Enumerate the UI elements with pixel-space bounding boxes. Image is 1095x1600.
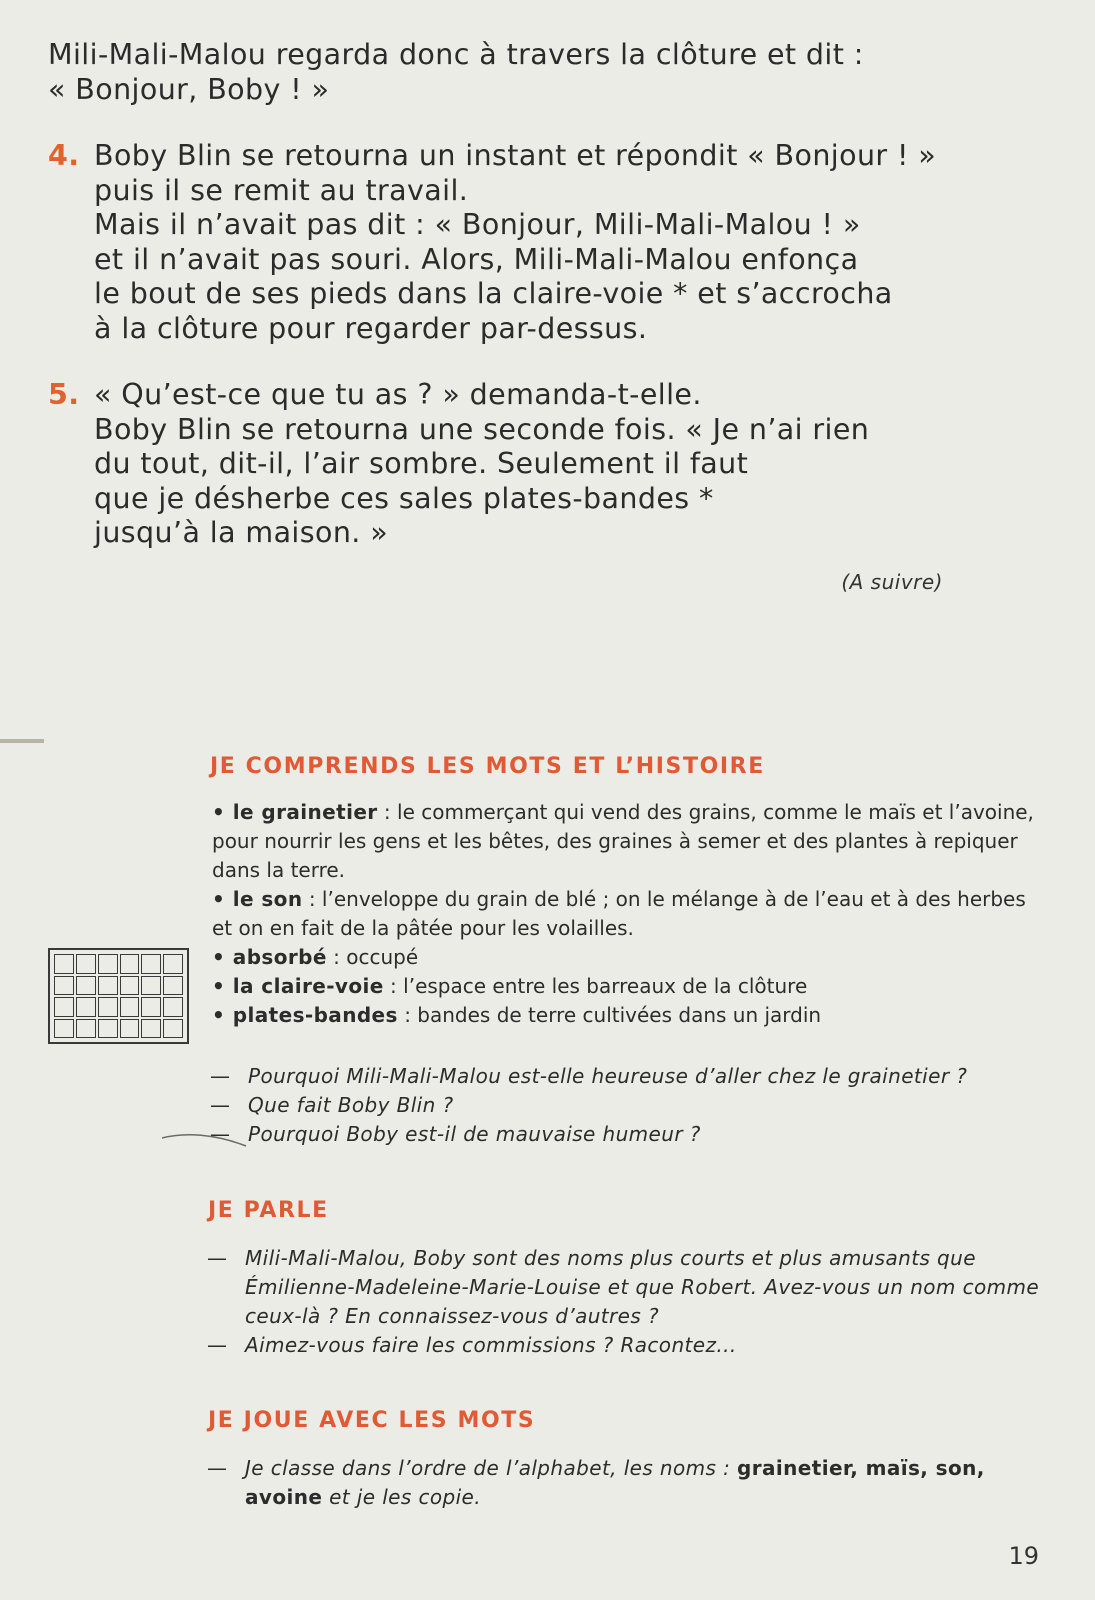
glossary-definition: le commerçant qui vend des grains, comme le maïs et l’avoine, pour nourrir les gens et les bêtes, des graines à semer et des plantes à repiquer dans la terre. <box>212 800 1034 882</box>
glossary-definition: l’espace entre les barreaux de la clôture <box>403 974 808 998</box>
glossary <box>212 798 1052 1030</box>
glossary-definition: l’enveloppe du grain de blé ; on le mélange à de l’eau et à des herbes et on en fait de la pâtée pour les volailles. <box>212 887 1026 940</box>
bullet-icon: • <box>212 945 225 969</box>
question-item <box>210 1091 1060 1120</box>
glossary-separator: : <box>397 1003 418 1027</box>
story-line: Mais il n’avait pas dit : « Bonjour, Mili-Mali-Malou ! » <box>94 208 861 241</box>
word-play-item <box>207 1454 1047 1512</box>
story-line: « Bonjour, Boby ! » <box>48 72 330 106</box>
glossary-term: le grainetier <box>232 800 378 824</box>
story-line: à la clôture pour regarder par-dessus. <box>94 311 648 345</box>
speaking-text: Mili-Mali-Malou, Boby sont des noms plus courts et plus amusants que Émilienne-Madeleine-Marie-Louise et que Robert. Avez-vous un nom comme ceux-là ? En connaissez-vous d’autres ? <box>245 1246 1040 1328</box>
story-line: Boby Blin se retourna un instant et répondit « Bonjour ! » <box>94 139 937 172</box>
dash-icon: — <box>210 1093 231 1117</box>
word-play-items <box>207 1454 1047 1512</box>
glossary-entry <box>212 885 1052 943</box>
glossary-term: le son <box>232 887 303 911</box>
dash-icon: — <box>207 1246 228 1270</box>
story-line: jusqu’à la maison. » <box>94 516 389 549</box>
story-paragraph-4 <box>48 139 988 346</box>
fence-icon <box>48 948 189 1044</box>
glossary-term: plates-bandes <box>232 1003 398 1027</box>
glossary-entry <box>212 972 1052 1001</box>
comprehension-questions <box>210 1062 1060 1149</box>
speaking-title: JE PARLE <box>208 1198 329 1223</box>
glossary-definition: occupé <box>346 945 419 969</box>
paragraph-number: 5. <box>48 378 80 411</box>
speaking-text: Aimez-vous faire les commissions ? Racontez... <box>245 1333 737 1357</box>
question-item <box>210 1062 1060 1091</box>
question-text: Pourquoi Boby est-il de mauvaise humeur ? <box>248 1122 701 1146</box>
question-text: Que fait Boby Blin ? <box>248 1093 454 1117</box>
dash-icon: — <box>207 1333 228 1357</box>
glossary-definition: bandes de terre cultivées dans un jardin <box>417 1003 822 1027</box>
story-line: puis il se remit au travail. <box>94 173 469 207</box>
speaking-items <box>207 1244 1047 1360</box>
glossary-entry <box>212 1001 1052 1030</box>
story-text <box>48 38 988 551</box>
bullet-icon: • <box>212 800 225 824</box>
question-text: Pourquoi Mili-Mali-Malou est-elle heureuse d’aller chez le grainetier ? <box>248 1064 968 1088</box>
dash-icon: — <box>210 1064 231 1088</box>
bullet-icon: • <box>212 887 225 911</box>
story-paragraph-5 <box>48 378 988 551</box>
comprehension-title: JE COMPRENDS LES MOTS ET L’HISTOIRE <box>210 754 765 779</box>
word-play-words: grainetier, maïs, son, avoine <box>245 1456 985 1509</box>
story-line: que je désherbe ces sales plates-bandes * <box>94 481 714 515</box>
glossary-separator: : <box>326 945 347 969</box>
glossary-separator: : <box>377 800 398 824</box>
story-line: « Qu’est-ce que tu as ? » demanda-t-elle. <box>94 378 702 411</box>
to-be-continued: (A suivre) <box>841 570 943 594</box>
speaking-item <box>207 1244 1047 1331</box>
question-item <box>210 1120 1060 1149</box>
story-intro <box>48 38 988 107</box>
word-play-title: JE JOUE AVEC LES MOTS <box>208 1408 536 1433</box>
glossary-entry <box>212 943 1052 972</box>
dash-icon: — <box>207 1456 228 1480</box>
story-line: du tout, dit-il, l’air sombre. Seulement il faut <box>94 447 749 480</box>
margin-mark <box>0 736 46 746</box>
glossary-term: absorbé <box>232 945 327 969</box>
page-number: 19 <box>1008 1542 1039 1570</box>
pen-mark <box>160 1128 250 1152</box>
story-line: Mili-Mali-Malou regarda donc à travers la clôture et dit : <box>48 38 864 71</box>
word-play-instruction-end: et je les copie. <box>322 1485 482 1509</box>
dash-icon: — <box>210 1122 231 1146</box>
glossary-term: la claire-voie <box>232 974 384 998</box>
bullet-icon: • <box>212 974 225 998</box>
speaking-item <box>207 1331 1047 1360</box>
bullet-icon: • <box>212 1003 225 1027</box>
story-line: Boby Blin se retourna une seconde fois. « Je n’ai rien <box>94 412 870 446</box>
word-play-instruction: Je classe dans l’ordre de l’alphabet, les noms : <box>245 1456 738 1480</box>
glossary-separator: : <box>383 974 404 998</box>
glossary-separator: : <box>302 887 322 911</box>
glossary-entry <box>212 798 1052 885</box>
story-line: et il n’avait pas souri. Alors, Mili-Mali-Malou enfonça <box>94 242 859 276</box>
paragraph-number: 4. <box>48 139 80 172</box>
story-line: le bout de ses pieds dans la claire-voie * et s’accrocha <box>94 277 893 310</box>
